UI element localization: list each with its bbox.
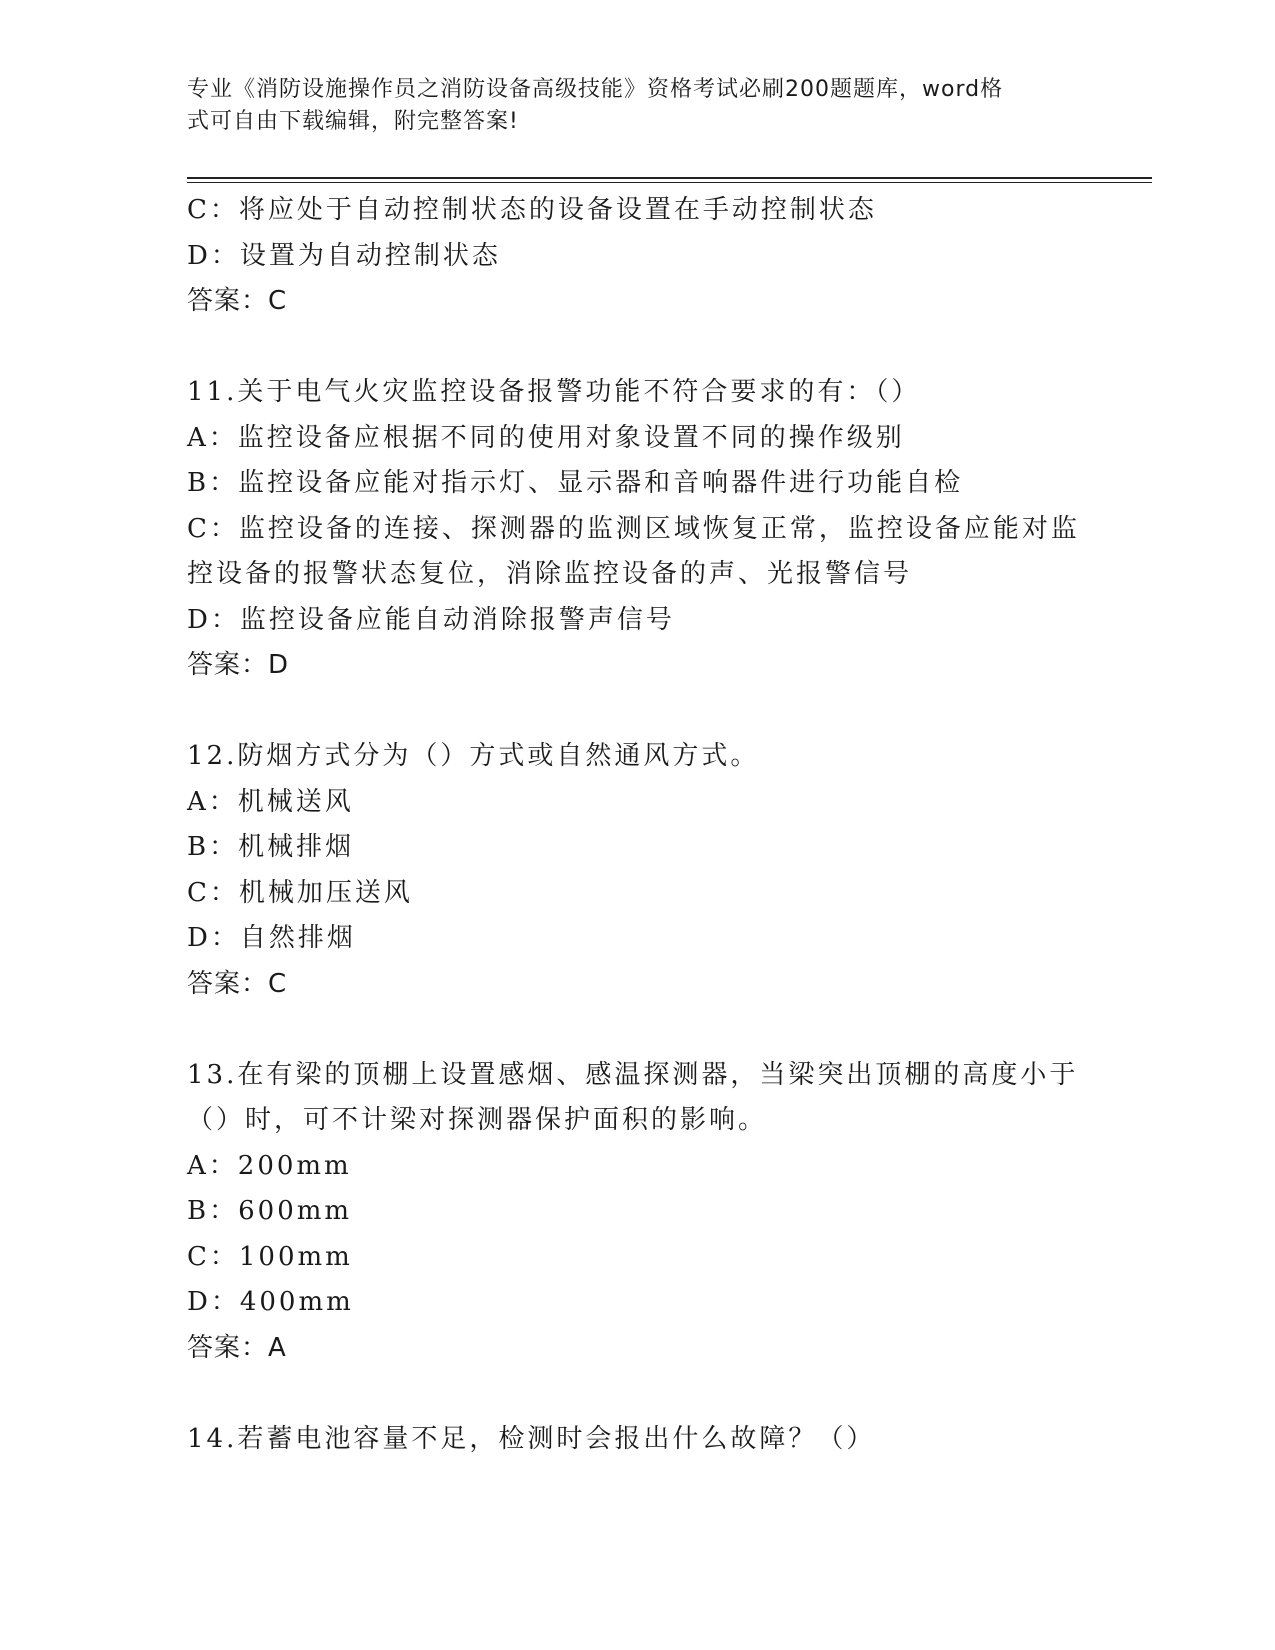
spacer [187, 1007, 1087, 1053]
q11-option-c-line-1: C：监控设备的连接、探测器的监测区域恢复正常，监控设备应能对监 [187, 513, 1080, 544]
q12-option-a: A：机械送风 [187, 786, 354, 817]
q13-option-b: B：600mm [187, 1196, 353, 1226]
q13-option-c: C：100mm [187, 1241, 353, 1272]
q11-option-b: B：监控设备应能对指示灯、显示器和音响器件进行功能自检 [187, 468, 964, 498]
document-header [187, 74, 1067, 138]
spacer [187, 325, 1087, 371]
q13-question-line-1: 13.在有梁的顶棚上设置感烟、感温探测器，当梁突出顶棚的高度小于 [187, 1059, 1079, 1090]
q10-option-c: C：将应处于自动控制状态的设备设置在手动控制状态 [187, 195, 877, 225]
header-line-1: 专业《消防设施操作员之消防设备高级技能》资格考试必刷200题题库，word格 [187, 77, 1004, 102]
header-line-2: 式可自由下载编辑，附完整答案! [187, 109, 519, 134]
question-10-block [187, 188, 1087, 325]
spacer [187, 1371, 1087, 1417]
q11-option-d: D：监控设备应能自动消除报警声信号 [187, 604, 675, 635]
question-14-block [187, 1417, 1087, 1463]
q12-option-d: D：自然排烟 [187, 923, 356, 953]
q11-option-a: A：监控设备应根据不同的使用对象设置不同的操作级别 [187, 422, 905, 453]
q13-option-a: A：200mm [187, 1150, 352, 1181]
header-rule-thin [187, 182, 1152, 183]
q13-option-d: D：400mm [187, 1287, 354, 1317]
q13-answer: 答案：A [187, 1332, 287, 1363]
q11-option-c-line-2: 控设备的报警状态复位，消除监控设备的声、光报警信号 [187, 559, 913, 589]
q14-question: 14.若蓄电池容量不足，检测时会报出什么故障？（） [187, 1423, 876, 1454]
q10-answer: 答案：C [187, 286, 288, 316]
q11-answer: 答案：D [187, 650, 290, 680]
spacer [187, 689, 1087, 735]
question-13-block [187, 1053, 1087, 1372]
q10-option-d: D：设置为自动控制状态 [187, 240, 501, 271]
q13-question-line-2: （）时，可不计梁对探测器保护面积的影响。 [187, 1105, 768, 1135]
q12-answer: 答案：C [187, 968, 288, 999]
q12-question: 12.防烟方式分为（）方式或自然通风方式。 [187, 741, 760, 771]
question-11-block [187, 370, 1087, 689]
question-12-block [187, 734, 1087, 1007]
header-rule-thick [187, 177, 1152, 179]
q12-option-c: C：机械加压送风 [187, 877, 413, 908]
question-content [187, 188, 1087, 1462]
q11-question: 11.关于电气火灾监控设备报警功能不符合要求的有：（） [187, 377, 921, 407]
q12-option-b: B：机械排烟 [187, 832, 355, 862]
